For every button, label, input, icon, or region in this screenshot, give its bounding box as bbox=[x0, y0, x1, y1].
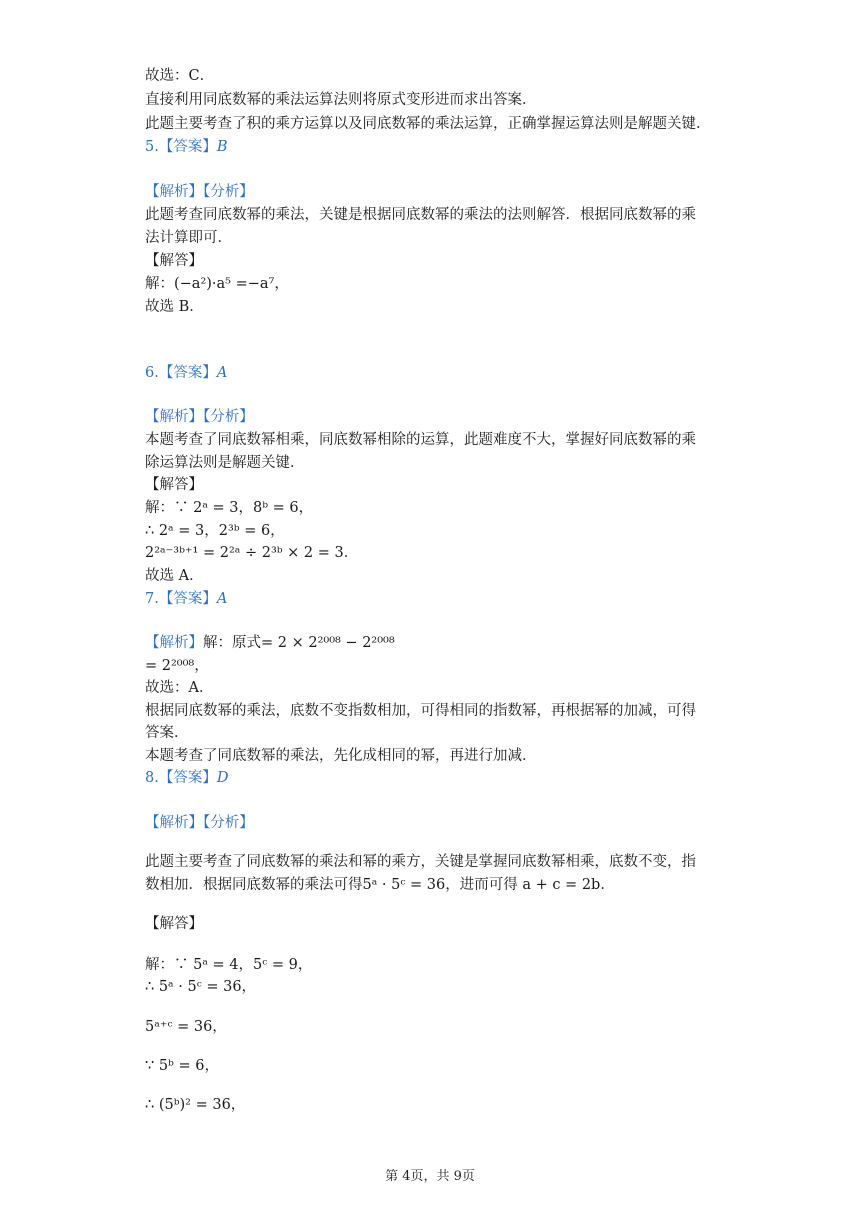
analysis-tag: 【解析】【分析】 bbox=[145, 815, 254, 831]
answer-choice: D bbox=[216, 770, 229, 786]
text-line: 直接利用同底数幂的乘法运算法则将原式变形进而求出答案． bbox=[145, 92, 537, 108]
answer-label: 5.【答案】 bbox=[145, 139, 217, 155]
text-line: 此题考查同底数幂的乘法，关键是根据同底数幂的乘法的法则解答．根据同底数幂的乘 bbox=[145, 207, 696, 223]
math-line: ∴ 2ᵃ = 3，2³ᵇ = 6， bbox=[145, 523, 285, 539]
answer-choice: B bbox=[216, 139, 228, 155]
text-line: 数相加．根据同底数幂的乘法可得5ᵃ · 5ᶜ = 36，进而可得 a + c = 2b． bbox=[145, 877, 615, 893]
text-line: 根据同底数幂的乘法，底数不变指数相加，可得相同的指数幂，再根据幂的加减，可得 bbox=[145, 703, 696, 719]
answer-heading-6 bbox=[145, 363, 227, 383]
analysis-tag: 【解析】【分析】 bbox=[145, 184, 254, 200]
answer-label: 7.【答案】 bbox=[145, 591, 217, 607]
answer-choice: A bbox=[216, 591, 228, 607]
page-footer: 第 4页，共 9页 bbox=[385, 1169, 475, 1184]
answer-label: 6.【答案】 bbox=[145, 365, 217, 381]
text-line: 答案． bbox=[145, 725, 189, 741]
text-line: 本题考查了同底数幂的乘法，先化成相同的幂，再进行加减． bbox=[145, 748, 537, 764]
math-line: 解：∵ 2ᵃ = 3，8ᵇ = 6， bbox=[145, 500, 314, 516]
math-line: ∴ 5ᵃ · 5ᶜ = 36， bbox=[145, 979, 257, 995]
text-line: 本题考查了同底数幂相乘，同底数幂相除的运算，此题难度不大，掌握好同底数幂的乘 bbox=[145, 432, 696, 448]
text-line: 此题主要考查了同底数幂的乘法和幂的乘方，关键是掌握同底数幂相乘，底数不变，指 bbox=[145, 854, 696, 870]
answer-heading-5 bbox=[145, 137, 228, 157]
analysis-tag: 【解析】 bbox=[145, 635, 203, 651]
math-expression: 解：原式= 2 × 2²⁰⁰⁸ − 2²⁰⁰⁸ bbox=[203, 635, 395, 651]
math-line: 2²ᵃ⁻³ᵇ⁺¹ = 2²ᵃ ÷ 2³ᵇ × 2 = 3． bbox=[145, 545, 359, 561]
analysis-tag: 【解析】【分析】 bbox=[145, 409, 254, 425]
text-line: 除运算法则是解题关键． bbox=[145, 455, 305, 471]
solution-tag: 【解答】 bbox=[145, 916, 203, 932]
math-line: 解：∵ 5ᵃ = 4，5ᶜ = 9， bbox=[145, 957, 313, 973]
text-line: 法计算即可． bbox=[145, 230, 232, 246]
math-line: 解：(−a²)·a⁵ =−a⁷， bbox=[145, 276, 289, 292]
text-line: 故选 A． bbox=[145, 568, 204, 584]
math-line: = 2²⁰⁰⁸， bbox=[145, 658, 209, 674]
math-line: ∵ 5ᵇ = 6， bbox=[145, 1058, 219, 1074]
math-line bbox=[145, 633, 395, 653]
text-line: 故选：C． bbox=[145, 68, 215, 84]
solution-tag: 【解答】 bbox=[145, 477, 203, 493]
answer-choice: A bbox=[216, 365, 228, 381]
math-line: ∴ (5ᵇ)² = 36， bbox=[145, 1097, 246, 1113]
text-line: 故选 B． bbox=[145, 299, 204, 315]
answer-heading-7 bbox=[145, 589, 227, 609]
math-line: 5ᵃ⁺ᶜ = 36， bbox=[145, 1019, 227, 1035]
text-line: 故选：A． bbox=[145, 680, 214, 696]
answer-heading-8 bbox=[145, 768, 228, 788]
solution-tag: 【解答】 bbox=[145, 253, 203, 269]
text-line: 此题主要考查了积的乘方运算以及同底数幂的乘法运算，正确掌握运算法则是解题关键． bbox=[145, 116, 711, 132]
answer-label: 8.【答案】 bbox=[145, 770, 217, 786]
